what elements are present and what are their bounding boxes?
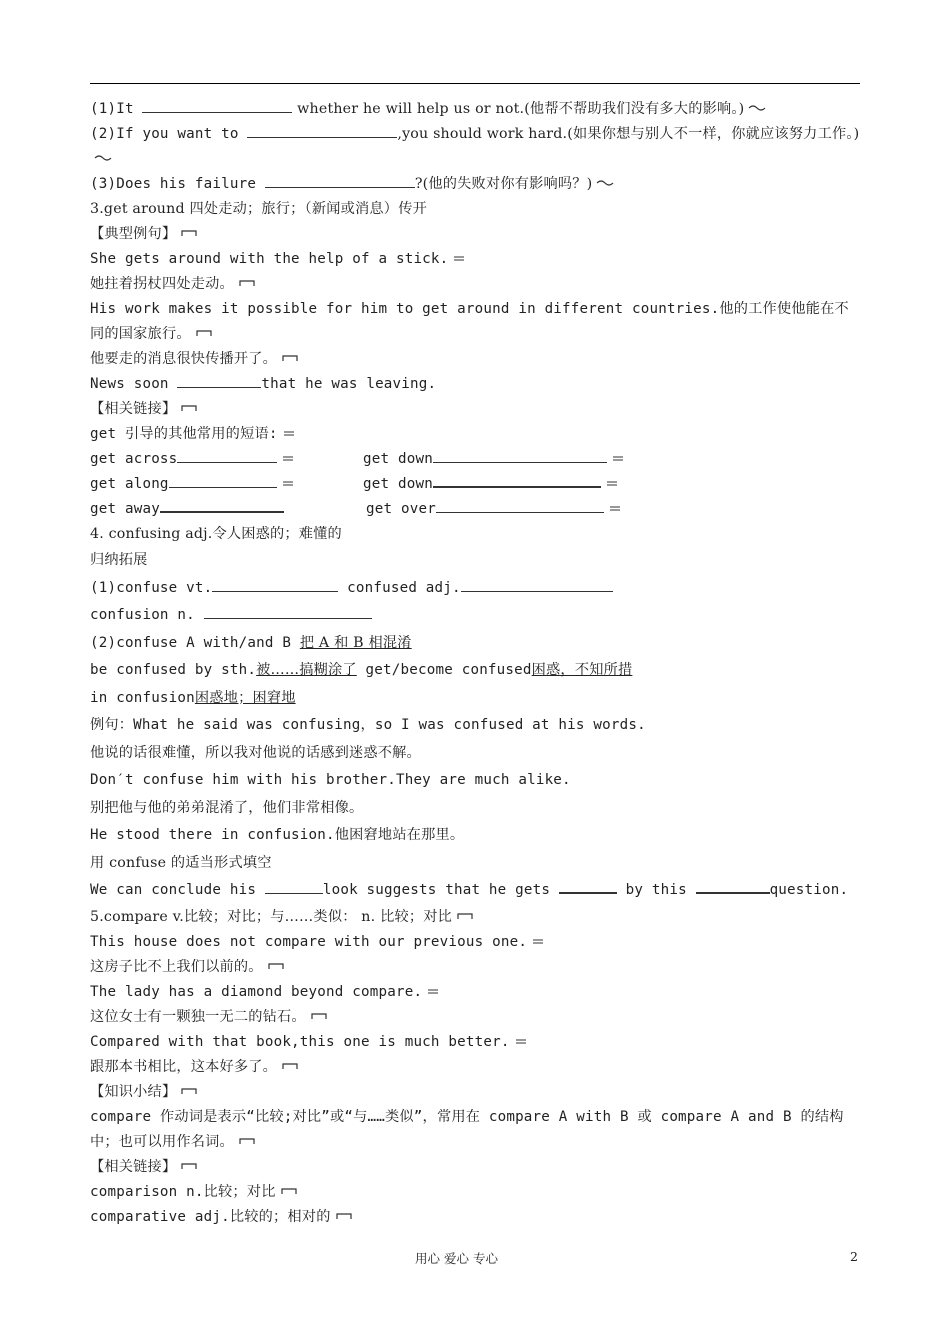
phrase: get along	[90, 476, 169, 492]
text: His work makes it possible for him to get around in different countries.他的工作使他能在不同的国家旅行。	[90, 301, 849, 342]
example-en	[90, 247, 862, 272]
return-mark-icon	[281, 354, 299, 362]
example-cn	[90, 955, 862, 980]
fill-blank[interactable]	[433, 448, 607, 463]
return-mark-icon	[608, 504, 626, 512]
confuse-usage	[90, 685, 862, 713]
fill-blank[interactable]	[169, 473, 277, 488]
text: ,you should work hard.(如果你想与别人不一样，你就应该努力工作。)	[397, 126, 860, 142]
example-cn	[90, 1005, 862, 1030]
text: (3)Does his failure	[90, 176, 265, 192]
return-mark-icon	[452, 254, 470, 262]
text: ?(他的失败对你有影响吗？)	[414, 176, 593, 192]
return-mark-icon	[596, 179, 614, 187]
return-mark-icon	[748, 104, 766, 112]
phrase: get down	[363, 451, 433, 467]
text: whether he will help us or not.(他帮不帮助我们没有多大的影响。)	[292, 101, 745, 117]
fill-blank[interactable]	[142, 98, 292, 113]
confuse-usage	[90, 657, 862, 685]
confuse-forms	[90, 602, 862, 630]
exercise-3	[90, 172, 862, 197]
tag-label: 【典型例句】	[90, 226, 177, 242]
document-body	[90, 97, 862, 1230]
fill-blank[interactable]	[160, 497, 284, 513]
underlined-meaning: 困惑，不知所措	[531, 662, 633, 678]
return-mark-icon	[282, 429, 300, 437]
text: 她拄着拐杖四处走动。	[90, 276, 234, 292]
text: 这房子比不上我们以前的。	[90, 958, 263, 975]
return-mark-icon	[456, 912, 474, 920]
text: that he was leaving.	[261, 376, 437, 392]
section-heading-4: 4. confusing adj.令人困惑的；难懂的	[90, 526, 342, 542]
tag-summary	[90, 1080, 862, 1105]
fill-blank[interactable]	[436, 498, 604, 513]
subheading: 归纳拓展	[90, 552, 148, 568]
related-word	[90, 1205, 862, 1230]
text: The lady has a diamond beyond compare.	[90, 983, 423, 1000]
return-mark-icon	[611, 454, 629, 462]
example-cn	[90, 347, 862, 372]
text: in confusion	[90, 689, 195, 706]
tag-label: 【相关链接】	[90, 1158, 177, 1175]
confuse-usage	[90, 630, 862, 658]
return-mark-icon	[281, 479, 299, 487]
return-mark-icon	[605, 479, 623, 487]
exercise-2	[90, 122, 862, 172]
text: confusion n.	[90, 607, 204, 623]
return-mark-icon	[180, 404, 198, 412]
phrase: get across	[90, 451, 178, 467]
return-mark-icon	[531, 937, 549, 945]
text: question.	[769, 882, 849, 898]
fill-blank[interactable]	[177, 448, 277, 463]
example-cn: 他说的话很难懂，所以我对他说的话感到迷惑不解。	[90, 744, 421, 761]
text: get 引导的其他常用的短语:	[90, 426, 278, 442]
return-mark-icon	[238, 279, 256, 287]
underlined-meaning: 被……搞糊涂了	[256, 662, 357, 678]
text: be confused by sth.	[90, 662, 257, 678]
fill-blank[interactable]	[461, 577, 613, 592]
fill-blank[interactable]	[247, 123, 397, 138]
text: compare 作动词是表示“比较;对比”或“与……类似”，常用在 compare A with B 或 compare A and B 的结构中；也可以用作名词。	[90, 1108, 844, 1150]
example-mixed: He stood there in confusion.他困窘地站在那里。	[90, 827, 465, 843]
footer-slogan: 用心 爱心 专心	[415, 1251, 498, 1266]
return-mark-icon	[310, 1012, 328, 1020]
text: We can conclude his	[90, 882, 265, 898]
return-mark-icon	[281, 454, 299, 462]
fill-blank[interactable]	[433, 472, 601, 488]
text: 5.compare v.比较；对比；与……类似： n. 比较；对比	[90, 908, 453, 925]
section-heading-5	[90, 905, 862, 930]
example-en	[90, 930, 862, 955]
text: She gets around with the help of a stick.	[90, 251, 449, 267]
tag-examples	[90, 222, 862, 247]
text: (1)It	[90, 101, 143, 117]
return-mark-icon	[335, 1212, 353, 1220]
text: comparative adj.比较的；相对的	[90, 1208, 331, 1225]
text: 跟那本书相比，这本好多了。	[90, 1058, 278, 1075]
return-mark-icon	[267, 962, 285, 970]
return-mark-icon	[281, 1062, 299, 1070]
text: News soon	[90, 376, 178, 392]
fill-blank[interactable]	[265, 173, 415, 188]
underlined-meaning: 困惑地；困窘地	[194, 689, 296, 706]
return-mark-icon	[180, 1162, 198, 1170]
text: (2)If you want to	[90, 126, 248, 142]
text: (2)confuse A with/and B	[90, 634, 300, 651]
exercise-1	[90, 97, 862, 122]
tag-related	[90, 1155, 862, 1180]
text: by this	[616, 882, 696, 898]
return-mark-icon	[94, 154, 112, 162]
example-cn: 别把他与他的弟弟混淆了，他们非常相像。	[90, 799, 364, 816]
tag-label: 【相关链接】	[90, 401, 177, 417]
text: Compared with that book,this one is much better.	[90, 1033, 510, 1050]
example-en	[90, 980, 862, 1005]
get-intro	[90, 422, 862, 447]
summary-text	[90, 1105, 862, 1155]
tag-label: 【知识小结】	[90, 1083, 177, 1100]
fill-exercise	[90, 877, 862, 905]
fill-blank[interactable]	[212, 577, 338, 592]
phrase: get down	[363, 476, 433, 492]
get-phrases-row	[90, 497, 862, 522]
related-word	[90, 1180, 862, 1205]
return-mark-icon	[180, 1087, 198, 1095]
example: 例句：What he said was confusing，so I was confused at his words.	[90, 717, 646, 733]
fill-blank[interactable]	[204, 604, 372, 619]
return-mark-icon	[238, 1137, 256, 1145]
phrase: get over	[366, 501, 436, 517]
get-phrases-row	[90, 447, 862, 472]
tag-related	[90, 397, 862, 422]
fill-blank[interactable]	[265, 879, 323, 894]
text: get/become confused	[356, 662, 532, 678]
text: (1)confuse vt.	[90, 579, 213, 596]
example-en	[90, 1030, 862, 1055]
example-mixed	[90, 297, 862, 347]
phrase: get away	[90, 501, 160, 517]
section-heading-3: 3.get around 四处走动；旅行；（新闻或消息）传开	[90, 201, 427, 217]
header-rule	[90, 83, 860, 84]
example-cn	[90, 1055, 862, 1080]
text: comparison n.比较；对比	[90, 1183, 276, 1200]
fill-blank[interactable]	[696, 878, 770, 894]
page-footer	[0, 1247, 950, 1267]
example-cn	[90, 272, 862, 297]
return-mark-icon	[180, 229, 198, 237]
example-fill	[90, 372, 862, 397]
fill-blank[interactable]	[177, 373, 261, 388]
return-mark-icon	[280, 1187, 298, 1195]
text: confused adj.	[338, 579, 461, 596]
text: look suggests that he gets	[322, 882, 559, 898]
get-phrases-row	[90, 472, 862, 497]
fill-blank[interactable]	[559, 878, 617, 894]
underlined-meaning: 把 A 和 B 相混淆	[299, 634, 412, 651]
page-number: 2	[850, 1249, 858, 1264]
confuse-forms	[90, 575, 862, 603]
return-mark-icon	[514, 1037, 532, 1045]
return-mark-icon	[195, 329, 213, 337]
example-en: Don′t confuse him with his brother.They are much alike.	[90, 772, 571, 788]
text: 这位女士有一颗独一无二的钻石。	[90, 1008, 306, 1025]
instruction: 用 confuse 的适当形式填空	[90, 854, 272, 871]
text: This house does not compare with our previous one.	[90, 933, 528, 950]
text: 他要走的消息很快传播开了。	[90, 351, 278, 367]
return-mark-icon	[426, 987, 444, 995]
